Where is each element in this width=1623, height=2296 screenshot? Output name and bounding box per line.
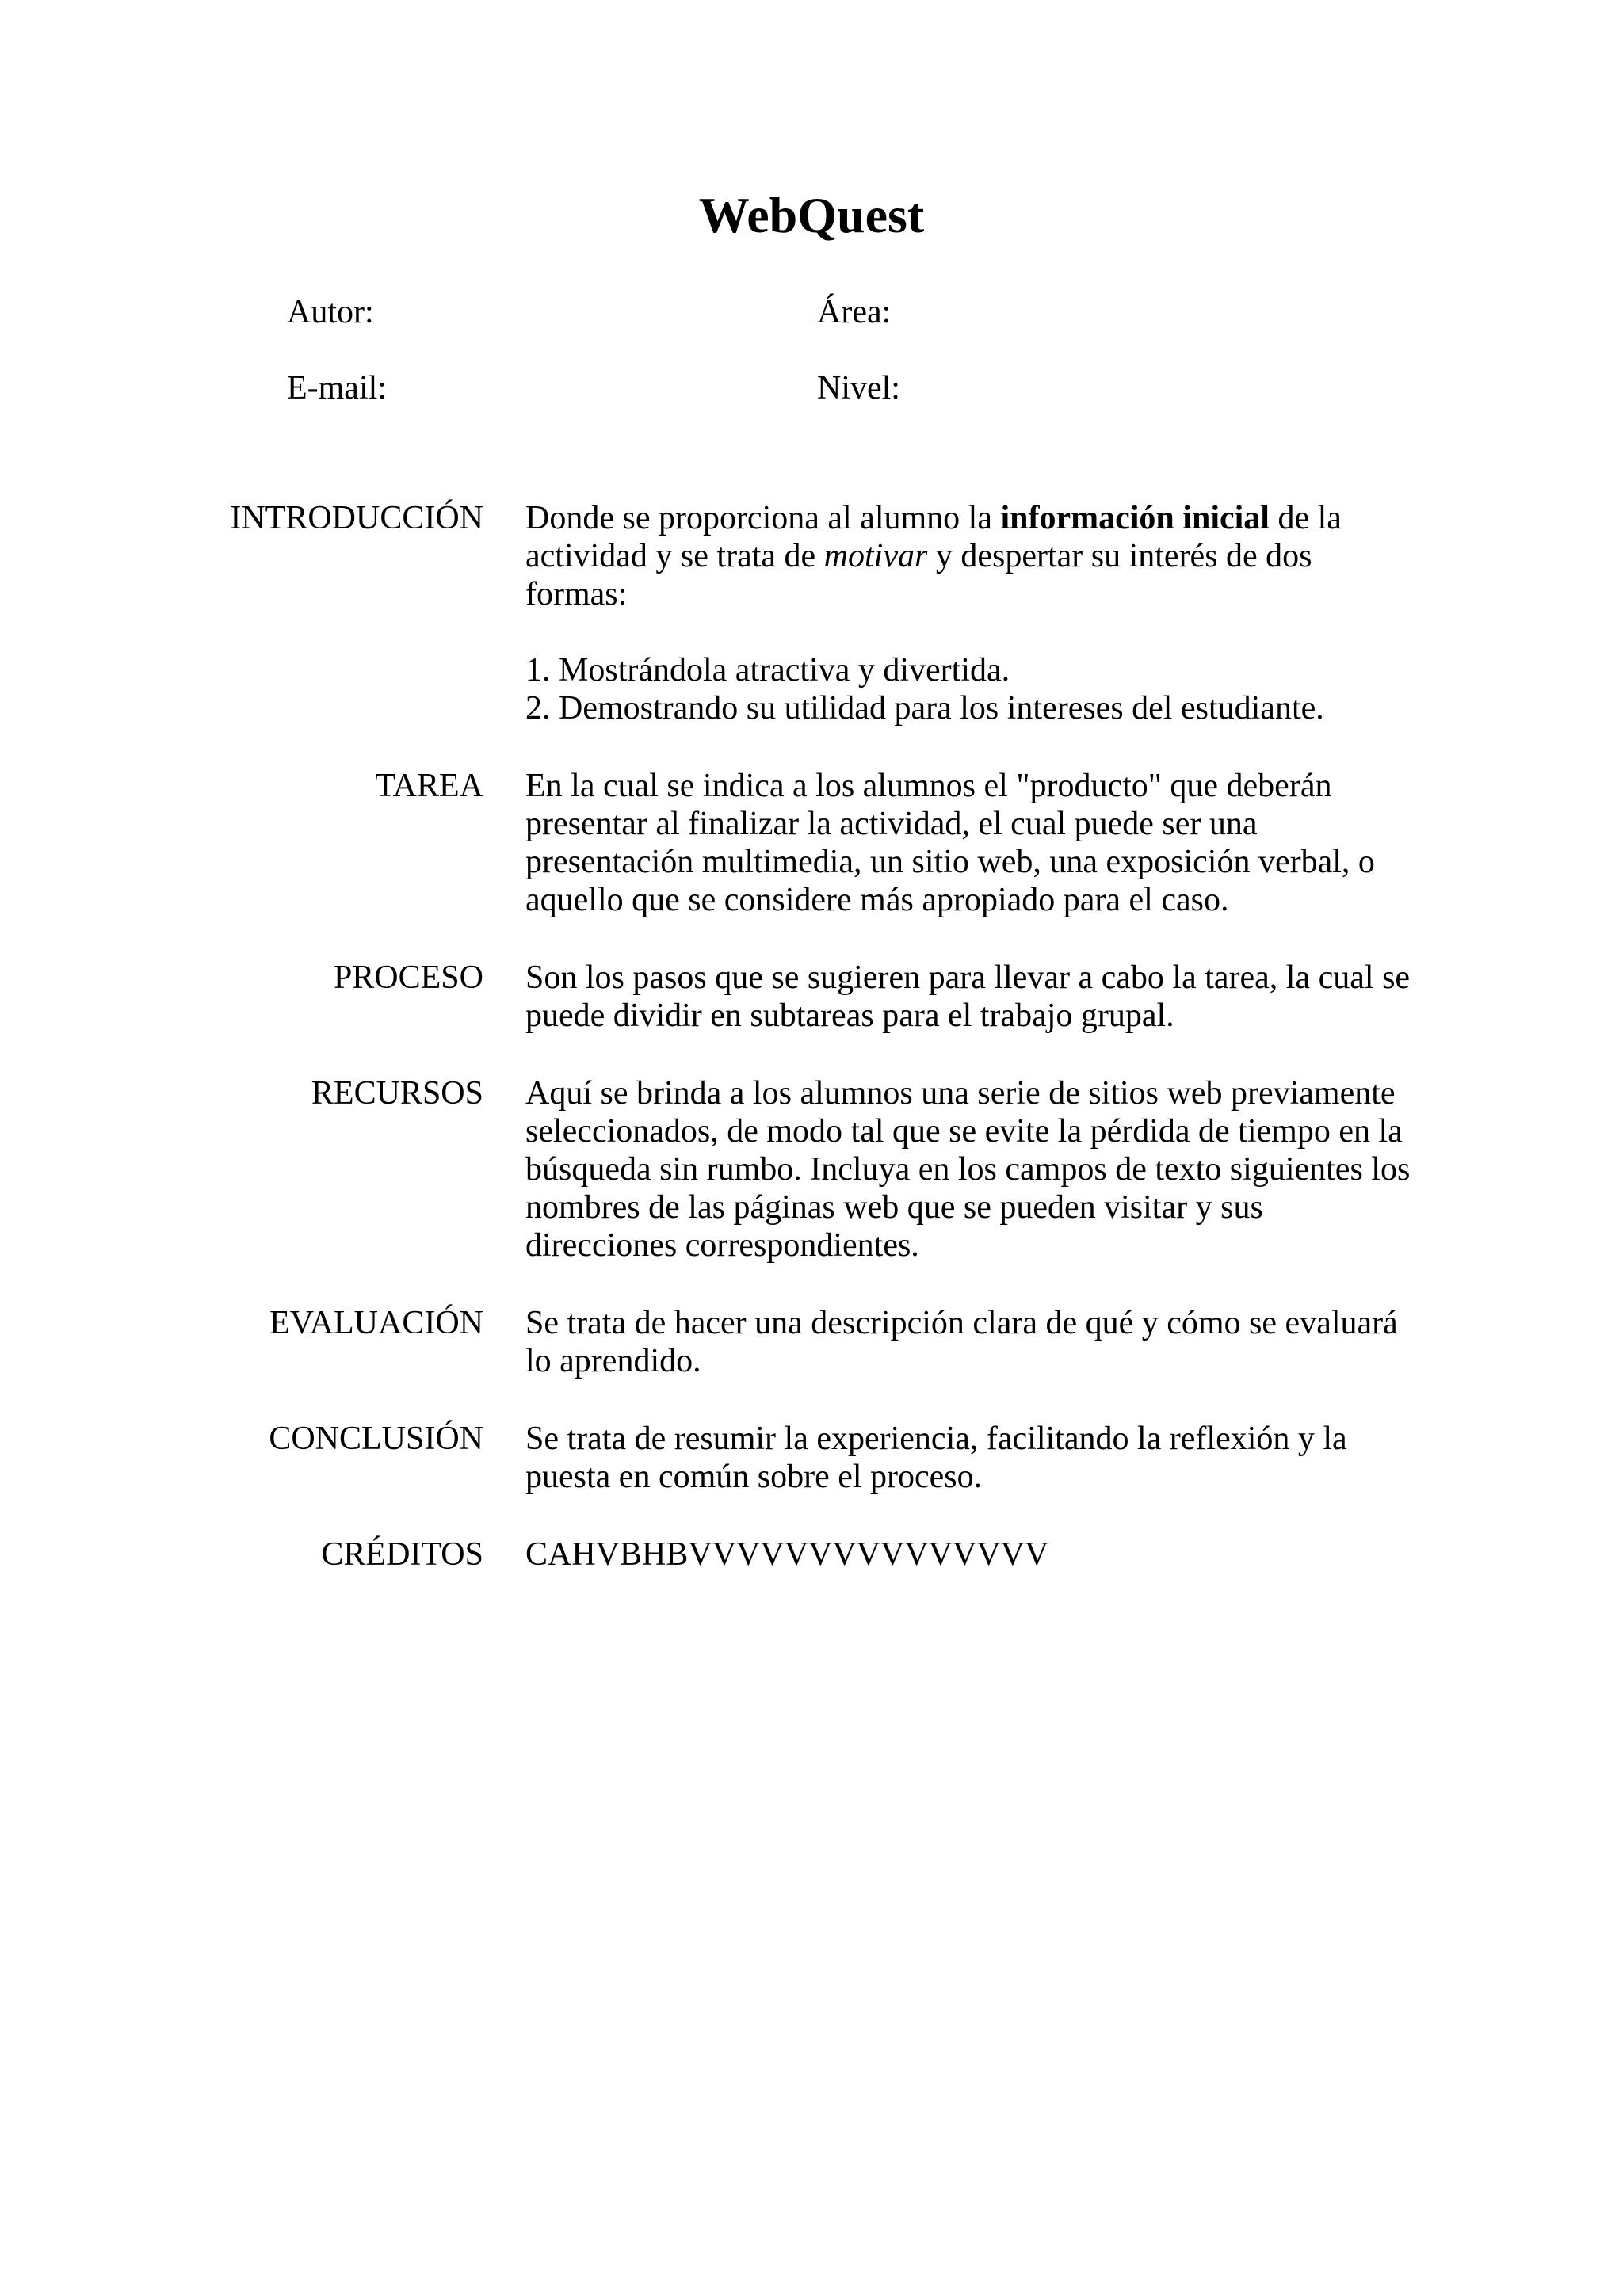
tarea-text: En la cual se indica a los alumnos el "producto" que deberán presentar al finalizar la actividad, el cual puede ser una presentación multimedia, un sitio web, una exposición verbal, o aquello que se considere más apropiado para el caso. xyxy=(525,768,1375,918)
introduccion-text-italic: motivar xyxy=(823,538,928,574)
section-introduccion xyxy=(0,499,1623,727)
conclusion-text: Se trata de resumir la experiencia, facilitando la reflexión y la puesta en común sobre el proceso. xyxy=(525,1421,1347,1495)
section-body-evaluacion xyxy=(525,1304,1421,1380)
section-body-recursos xyxy=(525,1074,1421,1264)
section-body-introduccion xyxy=(525,499,1421,727)
webquest-sections xyxy=(0,499,1623,1613)
introduccion-text-bold: información inicial xyxy=(1000,500,1270,536)
section-body-conclusion xyxy=(525,1420,1421,1496)
evaluacion-text: Se trata de hacer una descripción clara de qué y cómo se evaluará lo aprendido. xyxy=(525,1305,1398,1379)
section-body-tarea xyxy=(525,767,1421,919)
section-label-introduccion: INTRODUCCIÓN xyxy=(230,500,483,536)
section-body-proceso xyxy=(525,959,1421,1035)
introduccion-text-mid: de la actividad y se trata de xyxy=(525,500,1342,574)
proceso-text: Son los pasos que se sugieren para llevar a cabo la tarea, la cual se puede dividir en subtareas para el trabajo grupal. xyxy=(525,959,1411,1034)
section-label-tarea: TAREA xyxy=(375,768,483,804)
section-label-proceso: PROCESO xyxy=(333,959,483,996)
section-body-creditos xyxy=(525,1535,1421,1573)
section-label-creditos: CRÉDITOS xyxy=(321,1536,483,1573)
introduccion-paragraph xyxy=(525,499,1421,613)
section-label-recursos: RECURSOS xyxy=(311,1075,483,1112)
page-title: WebQuest xyxy=(698,187,925,243)
section-label-conclusion: CONCLUSIÓN xyxy=(269,1421,483,1457)
nivel-label: Nivel: xyxy=(817,370,900,406)
list-item: 1. Mostrándola atractiva y divertida. xyxy=(525,652,1010,688)
introduccion-text-before: Donde se proporciona al alumno la xyxy=(525,500,1001,536)
introduccion-text-after: y despertar su interés de dos formas: xyxy=(525,538,1312,612)
list-item: 2. Demostrando su utilidad para los intereses del estudiante. xyxy=(525,690,1324,727)
section-label-evaluacion: EVALUACIÓN xyxy=(269,1305,483,1341)
section-recursos xyxy=(0,1074,1623,1264)
section-creditos xyxy=(0,1535,1623,1573)
section-proceso xyxy=(0,959,1623,1035)
recursos-text: Aquí se brinda a los alumnos una serie de sitios web previamente seleccionados, de modo tal que se evite la pérdida de tiempo en la búsqueda sin rumbo. Incluya en los campos de texto siguientes los nombres de las páginas web que se pueden visitar y sus direcciones correspondientes. xyxy=(525,1075,1411,1264)
section-tarea xyxy=(0,767,1623,919)
creditos-text: CAHVBHBVVVVVVVVVVVVVVV xyxy=(525,1536,1049,1573)
autor-label: Autor: xyxy=(287,294,374,330)
section-conclusion xyxy=(0,1420,1623,1496)
section-evaluacion xyxy=(0,1304,1623,1380)
introduccion-list xyxy=(525,651,1421,727)
email-label: E-mail: xyxy=(287,370,387,406)
area-label: Área: xyxy=(817,294,892,330)
